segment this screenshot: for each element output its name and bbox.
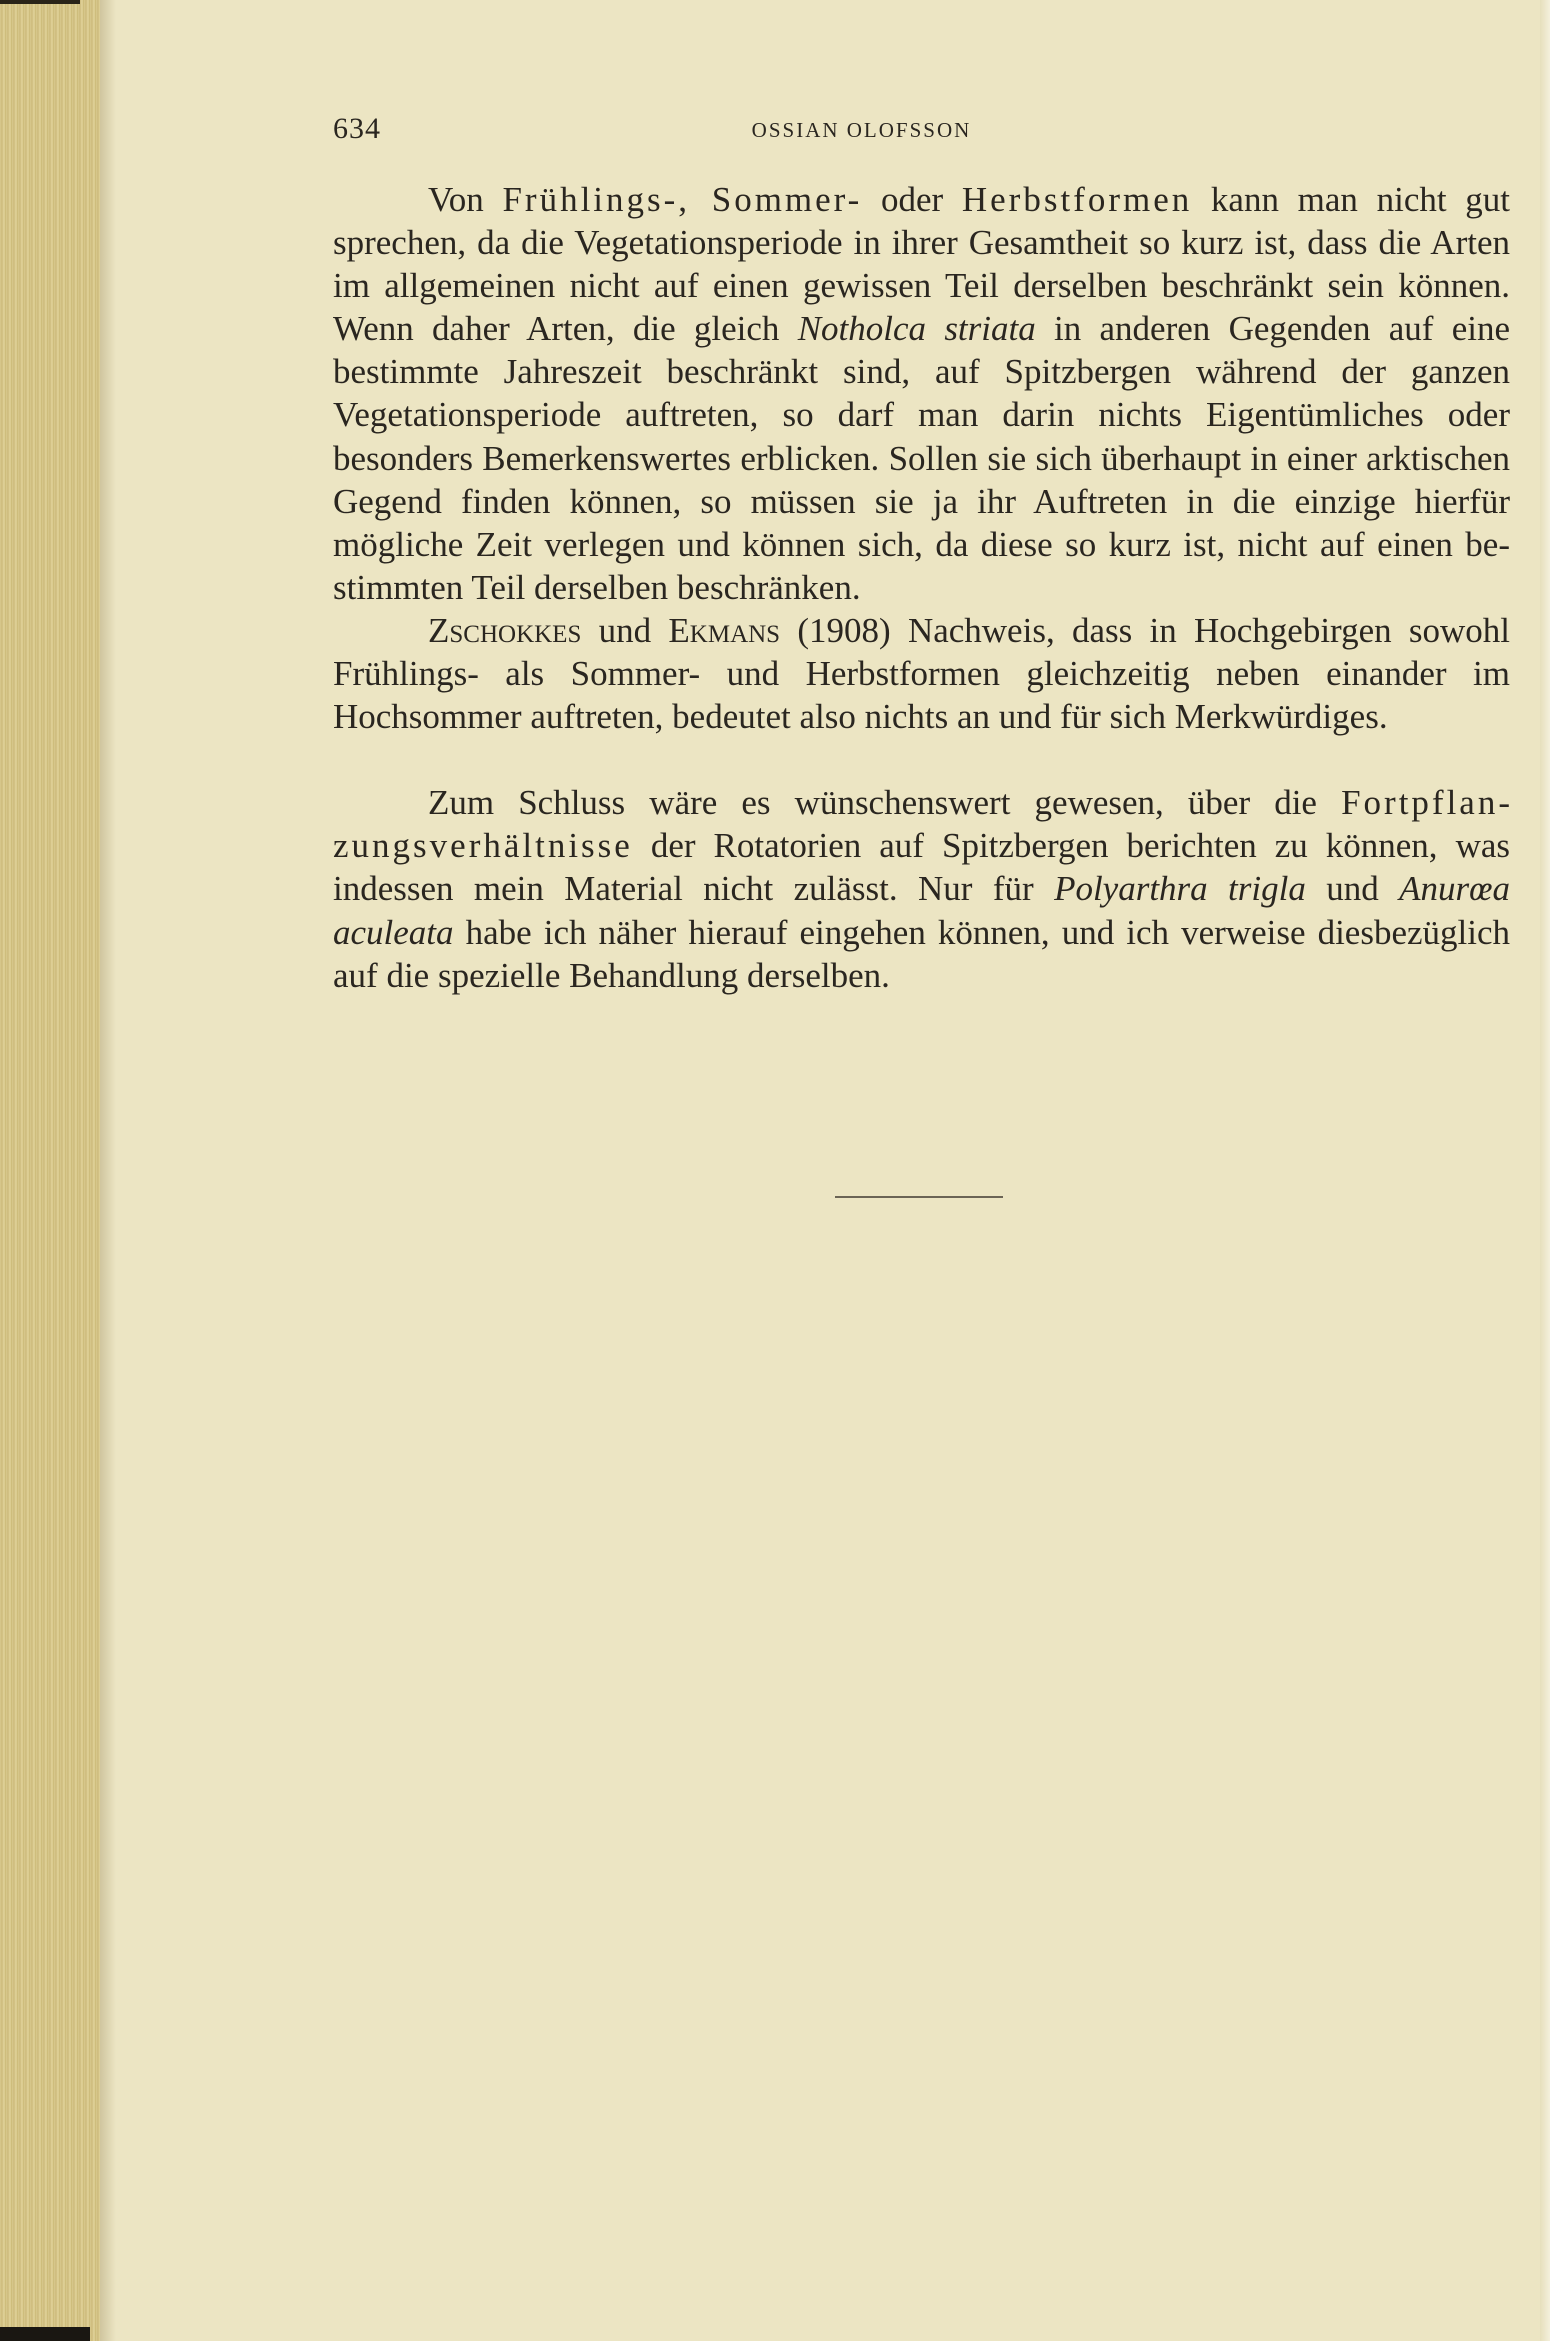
para1-spaced-1: Frühlings-, Sommer- (502, 180, 863, 219)
paragraph-1 (333, 178, 1510, 609)
running-head: OSSIAN OLOFSSON (751, 118, 972, 142)
para3-text-3: und (1305, 869, 1400, 909)
closing-rule (835, 1196, 1003, 1198)
author-ekman: Ekmans (668, 610, 781, 650)
para1-text-2: oder (862, 180, 962, 219)
species-name-anuraea: Anurœa aculeata (333, 869, 1511, 952)
para1-text-1: Von (428, 180, 503, 219)
para1-text-3: kann man nicht gut sprechen, da die Vegetationsperiode in ihrer Gesamtheit so kurz ist, dass die Arten im allgemeinen nicht auf einen gewissen Teil derselben beschränkt sein können. Wenn daher Arten, die gleich (333, 180, 1510, 349)
para2-text-2: (1908) Nachweis, dass in Hochgebirgen sowohl Frühlings- als Sommer- und Herbstformen gleichzeitig neben einander im Hochsommer auftreten, bedeutet also nichts an und für sich Merkwürdiges. (333, 610, 1511, 737)
para3-spaced-1: Fortpflanzungsverhältnisse (333, 783, 1510, 866)
species-name-notholca: Notholca striata (797, 309, 1036, 349)
para2-text-1: und (581, 610, 669, 650)
species-name-polyarthra: Polyarthra trigla (1054, 869, 1306, 909)
page-header (333, 112, 1510, 152)
paragraph-2 (333, 609, 1510, 738)
page-stack-edge (0, 0, 100, 2341)
para1-text-4: in anderen Gegenden auf eine bestimmte Jahreszeit beschränkt sind, auf Spitzbergen während der ganzen Vegetationsperiode auftreten, so darf man darin nichts Eigentümliches oder besonders Bemerkenswertes erblicken. Sollen sie sich überhaupt in einer arktischen Gegend finden können, so müssen sie ja ihr Auftreten in die einzige hierfür mögliche Zeit verlegen und können sich, da diese so kurz ist, nicht auf einen bestimmten Teil derselben beschränken. (333, 309, 1510, 607)
para3-text-4: habe ich näher hierauf eingehen können, und ich verweise diesbezüglich auf die spezielle Behandlung derselben. (333, 912, 1510, 995)
page-right-edge (1540, 0, 1550, 2341)
paragraph-3 (333, 781, 1510, 996)
binding-mark (0, 2327, 90, 2341)
body-text (333, 178, 1510, 997)
page-gutter-shadow (100, 0, 116, 2341)
page-number: 634 (333, 112, 381, 145)
para3-text-1: Zum Schluss wäre es wünschenswert gewesen, über die (428, 783, 1342, 823)
para3-text-2: der Rotatorien auf Spitzbergen berichten zu können, was indessen mein Material nicht zulässt. Nur für (333, 826, 1510, 909)
binding-mark-top (0, 0, 80, 4)
para1-spaced-2: Herbstformen (961, 180, 1193, 219)
author-zschokke: Zschokkes (428, 610, 582, 650)
